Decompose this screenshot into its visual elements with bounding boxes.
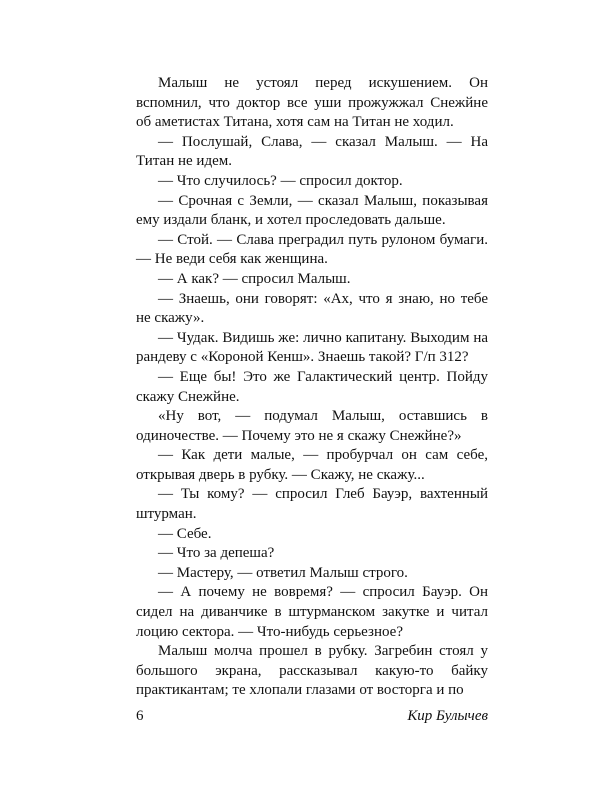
paragraph: — Ты кому? — спросил Глеб Бауэр, вахтенный штурман. <box>136 486 488 523</box>
paragraph: — А как? — спросил Малыш. <box>158 270 351 287</box>
paragraph: — Что за депеша? <box>158 545 275 562</box>
paragraph: «Ну вот, — подумал Малыш, оставшись в одиночестве. — Почему это не я скажу Снежйне?» <box>136 408 488 444</box>
body-text <box>136 74 488 701</box>
paragraph: — Как дети малые, — пробурчал он сам себе, открывая дверь в рубку. — Скажу, не скажу... <box>136 447 488 483</box>
paragraph: — Мастеру, — ответил Малыш строго. <box>158 564 408 581</box>
paragraph: — Знаешь, они говорят: «Ах, что я знаю, но тебе не скажу». <box>136 290 488 327</box>
paragraph: — Чудак. Видишь же: лично капитану. Выходим на рандеву с «Короной Кенш». Знаешь такой? Г/п 312? <box>136 329 488 366</box>
paragraph: Малыш молча прошел в рубку. Загребин стоял у большого экрана, рассказывал какую-то байку практикантам; те хлопали глазами от восторга и по <box>136 643 488 699</box>
paragraph: — Себе. <box>158 525 212 542</box>
paragraph: — Что случилось? — спросил доктор. <box>158 172 403 189</box>
paragraph: — А почему не вовремя? — спросил Бауэр. Он сидел на диванчике в штурманском закутке и читал лоцию сектора. — Что-нибудь серьезное? <box>136 584 488 640</box>
running-footer-author: Кир Булычев <box>407 708 488 724</box>
paragraph: — Стой. — Слава преградил путь рулоном бумаги. — Не веди себя как женщина. <box>136 231 488 268</box>
paragraph: Малыш не устоял перед искушением. Он вспомнил, что доктор все уши прожужжал Снежйне об аметистах Титана, хотя сам на Титан не ходил. <box>136 75 488 131</box>
paragraph: — Еще бы! Это же Галактический центр. Пойду скажу Снежйне. <box>136 368 488 405</box>
page-number: 6 <box>136 708 144 724</box>
paragraph: — Срочная с Земли, — сказал Малыш, показывая ему издали бланк, и хотел проследовать дальше. <box>136 192 488 229</box>
paragraph: — Послушай, Слава, — сказал Малыш. — На Титан не идем. <box>136 133 488 170</box>
